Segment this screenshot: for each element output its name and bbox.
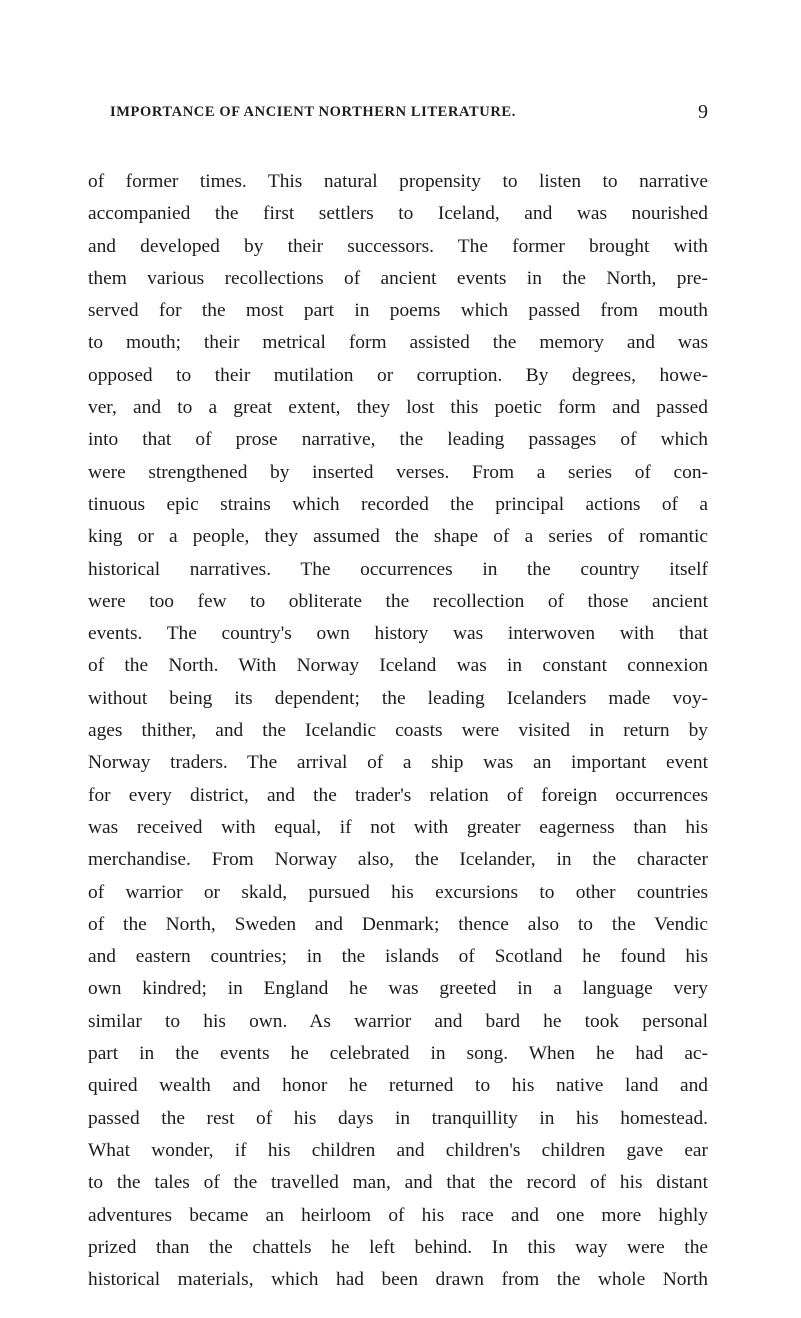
text-line: to the tales of the travelled man, and that the record of his distant bbox=[88, 1172, 708, 1194]
text-line: them various recollections of ancient events in the North, pre- bbox=[88, 267, 708, 289]
text-line: were too few to obliterate the recollection of those ancient bbox=[88, 590, 708, 612]
text-line: to mouth; their metrical form assisted the memory and was bbox=[88, 332, 708, 354]
text-line: accompanied the first settlers to Iceland, and was nourished bbox=[88, 203, 708, 225]
text-line: without being its dependent; the leading Icelanders made voy- bbox=[88, 687, 708, 709]
page-number: 9 bbox=[698, 101, 708, 123]
running-title: IMPORTANCE OF ANCIENT NORTHERN LITERATURE. bbox=[110, 104, 516, 120]
text-line: ages thither, and the Icelandic coasts were visited in return by bbox=[88, 720, 708, 742]
text-line: adventures became an heirloom of his race and one more highly bbox=[88, 1204, 708, 1226]
text-line: What wonder, if his children and children's children gave ear bbox=[88, 1139, 708, 1161]
text-line: passed the rest of his days in tranquillity in his homestead. bbox=[88, 1107, 708, 1129]
text-line: part in the events he celebrated in song. When he had ac- bbox=[88, 1043, 708, 1065]
running-head bbox=[110, 101, 708, 132]
text-line: were strengthened by inserted verses. From a series of con- bbox=[88, 461, 708, 483]
text-line: historical materials, which had been drawn from the whole North bbox=[88, 1269, 708, 1291]
text-line: was received with equal, if not with greater eagerness than his bbox=[88, 816, 708, 838]
text-line: king or a people, they assumed the shape of a series of romantic bbox=[88, 526, 708, 548]
text-line: events. The country's own history was interwoven with that bbox=[88, 623, 708, 645]
text-line: prized than the chattels he left behind. In this way were the bbox=[88, 1236, 708, 1258]
text-line: historical narratives. The occurrences in the country itself bbox=[88, 558, 708, 580]
text-line: own kindred; in England he was greeted in a language very bbox=[88, 978, 708, 1000]
text-line: Norway traders. The arrival of a ship was an important event bbox=[88, 752, 708, 774]
text-line: tinuous epic strains which recorded the principal actions of a bbox=[88, 493, 708, 515]
text-line: quired wealth and honor he returned to his native land and bbox=[88, 1075, 708, 1097]
text-line: of warrior or skald, pursued his excursions to other countries bbox=[88, 881, 708, 903]
text-line: opposed to their mutilation or corruption. By degrees, howe- bbox=[88, 364, 708, 386]
body-text bbox=[88, 166, 708, 1296]
text-line: of former times. This natural propensity to listen to narrative bbox=[88, 171, 708, 192]
text-line: into that of prose narrative, the leading passages of which bbox=[88, 429, 708, 451]
text-line: and developed by their successors. The former brought with bbox=[88, 235, 708, 257]
text-line: ver, and to a great extent, they lost this poetic form and passed bbox=[88, 397, 708, 419]
text-line: for every district, and the trader's relation of foreign occurrences bbox=[88, 784, 708, 806]
text-line: merchandise. From Norway also, the Icelander, in the character bbox=[88, 849, 708, 871]
text-line: and eastern countries; in the islands of Scotland he found his bbox=[88, 946, 708, 968]
text-line: served for the most part in poems which passed from mouth bbox=[88, 300, 708, 322]
text-line: of the North. With Norway Iceland was in constant connexion bbox=[88, 655, 708, 677]
text-line: of the North, Sweden and Denmark; thence also to the Vendic bbox=[88, 913, 708, 935]
text-line: similar to his own. As warrior and bard he took personal bbox=[88, 1010, 708, 1032]
